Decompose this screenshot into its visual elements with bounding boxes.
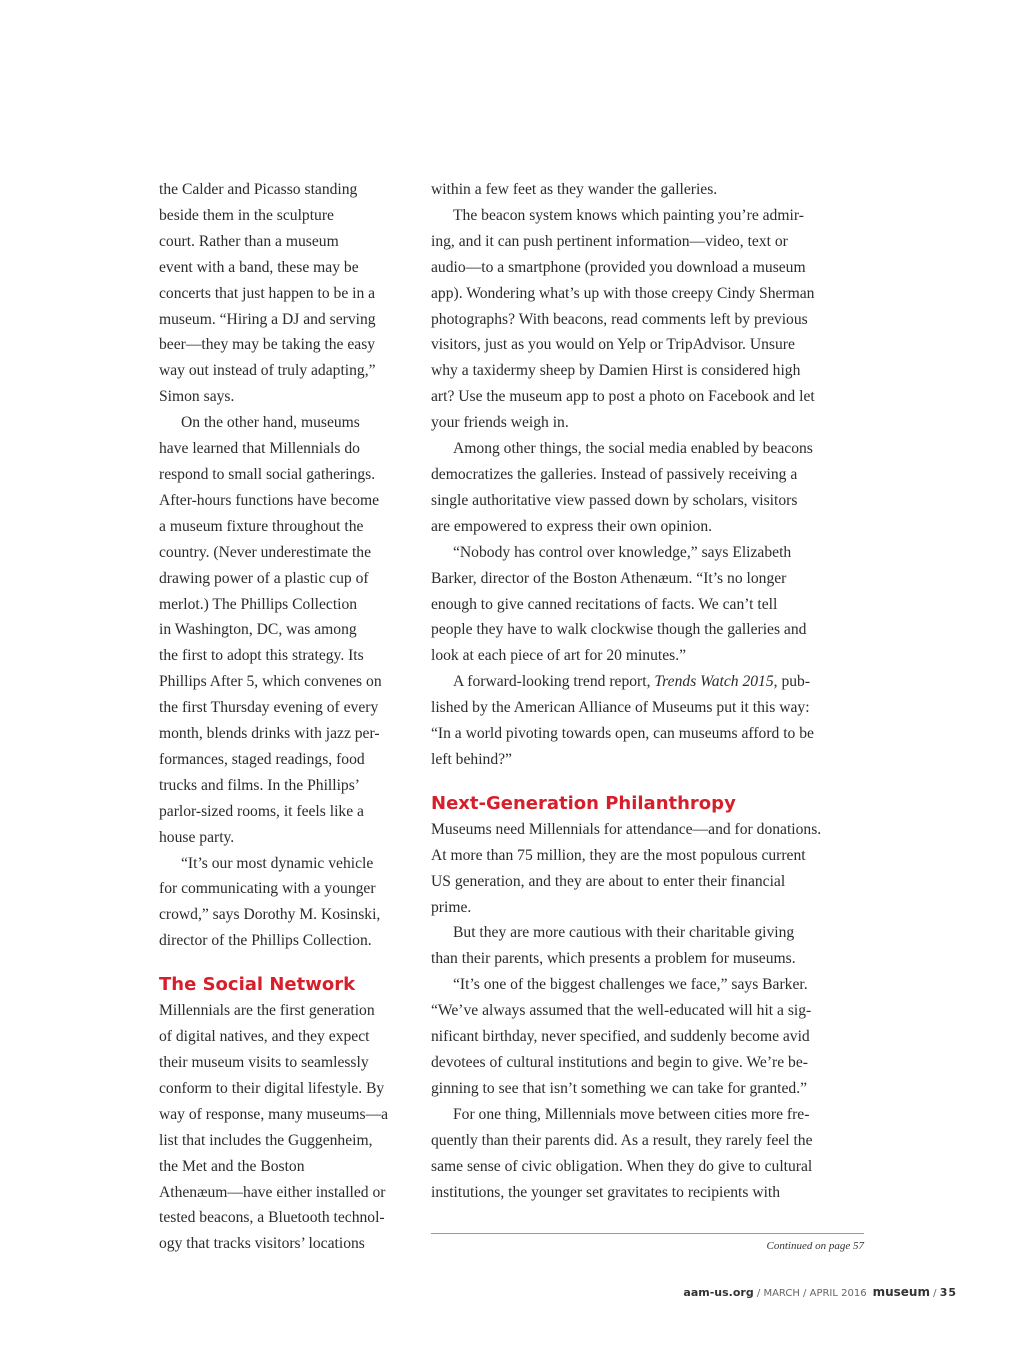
text-line: court. Rather than a museum bbox=[159, 232, 339, 250]
text-line: way of response, many museums—a bbox=[159, 1105, 389, 1123]
text-line: merlot.) The Phillips Collection bbox=[159, 595, 358, 613]
text-line: look at each piece of art for 20 minutes.” bbox=[431, 647, 687, 665]
website-url: aam-us.org bbox=[683, 1286, 754, 1299]
paragraph bbox=[431, 540, 871, 670]
text-line: are empowered to express their own opinion. bbox=[431, 517, 713, 535]
page-number: 35 bbox=[939, 1286, 957, 1299]
text-line: institutions, the younger set gravitates to recipients with bbox=[431, 1183, 781, 1201]
left-column bbox=[159, 177, 421, 1257]
paragraph bbox=[431, 436, 871, 540]
text-line: the first to adopt this strategy. Its bbox=[159, 647, 364, 665]
text-line: list that includes the Guggenheim, bbox=[159, 1131, 373, 1149]
text-line: At more than 75 million, they are the most populous current bbox=[431, 846, 806, 864]
text-line: ing, and it can push pertinent information—video, text or bbox=[431, 232, 788, 250]
text-line: US generation, and they are about to enter their financial bbox=[431, 872, 786, 890]
text-line: the Calder and Picasso standing bbox=[159, 181, 358, 198]
text-line: parlor-sized rooms, it feels like a bbox=[159, 802, 364, 820]
text-line: “It’s our most dynamic vehicle bbox=[181, 854, 374, 872]
right-column bbox=[431, 177, 871, 1205]
text-line: app). Wondering what’s up with those creepy Cindy Sherman bbox=[431, 284, 815, 302]
paragraph bbox=[431, 669, 871, 773]
magazine-name: museum bbox=[872, 1285, 930, 1299]
paragraph bbox=[431, 1102, 871, 1206]
text-line: month, blends drinks with jazz per- bbox=[159, 725, 380, 743]
text-line: “In a world pivoting towards open, can museums afford to be bbox=[431, 725, 814, 743]
text-line: single authoritative view passed down by scholars, visitors bbox=[431, 491, 798, 509]
text-line: “It’s one of the biggest challenges we face,” says Barker. bbox=[453, 976, 808, 994]
text-line: The beacon system knows which painting you’re admir- bbox=[453, 206, 804, 224]
text-line: crowd,” says Dorothy M. Kosinski, bbox=[159, 906, 381, 924]
text-line: the Met and the Boston bbox=[159, 1157, 305, 1175]
text-line: a museum fixture throughout the bbox=[159, 517, 364, 535]
text-line: lished by the American Alliance of Museums put it this way: bbox=[431, 699, 810, 717]
text-line: for communicating with a younger bbox=[159, 880, 376, 898]
text-line: ginning to see that isn’t something we can take for granted.” bbox=[431, 1079, 808, 1097]
text-line: After-hours functions have become bbox=[159, 491, 380, 509]
text-line: Athenæum—have either installed or bbox=[159, 1183, 386, 1201]
text-line: “Nobody has control over knowledge,” says Elizabeth bbox=[453, 543, 792, 561]
text-line: house party. bbox=[159, 828, 235, 846]
paragraph bbox=[159, 410, 421, 850]
text-line: trucks and films. In the Phillips’ bbox=[159, 776, 360, 794]
text-line: Among other things, the social media enabled by beacons bbox=[453, 440, 813, 458]
text-line: art? Use the museum app to post a photo on Facebook and let bbox=[431, 388, 815, 406]
text-line: within a few feet as they wander the galleries. bbox=[431, 181, 718, 198]
text-line: nificant birthday, never specified, and suddenly become avid bbox=[431, 1028, 810, 1046]
text-line: On the other hand, museums bbox=[181, 414, 360, 432]
text-line: Barker, director of the Boston Athenæum. “It’s no longer bbox=[431, 569, 787, 587]
text-line: devotees of cultural institutions and begin to give. We’re be- bbox=[431, 1054, 808, 1071]
text-line: Simon says. bbox=[159, 388, 235, 406]
text-line: But they are more cautious with their charitable giving bbox=[453, 924, 795, 942]
paragraph bbox=[431, 920, 871, 972]
text-line: concerts that just happen to be in a bbox=[159, 284, 376, 302]
text-line: of digital natives, and they expect bbox=[159, 1028, 370, 1046]
continued-note: Continued on page 57 bbox=[766, 1240, 864, 1252]
text-line: visitors, just as you would on Yelp or TripAdvisor. Unsure bbox=[431, 336, 795, 354]
paragraph bbox=[159, 998, 421, 1257]
text-line: respond to small social gatherings. bbox=[159, 465, 376, 483]
paragraph bbox=[431, 177, 871, 203]
text-line: same sense of civic obligation. When they do give to cultural bbox=[431, 1157, 813, 1175]
text-line: people they have to walk clockwise though the galleries and bbox=[431, 621, 807, 639]
text-line: enough to give canned recitations of facts. We can’t tell bbox=[431, 595, 778, 613]
text-line: event with a band, these may be bbox=[159, 258, 359, 276]
text-line: Phillips After 5, which convenes on bbox=[159, 673, 382, 691]
paragraph bbox=[159, 851, 421, 955]
text-line: Museums need Millennials for attendance—and for donations. bbox=[431, 820, 822, 838]
paragraph bbox=[431, 817, 871, 921]
text-line: Millennials are the first generation bbox=[159, 1002, 375, 1020]
text-line: beer—they may be taking the easy bbox=[159, 336, 376, 354]
text-line: country. (Never underestimate the bbox=[159, 543, 372, 561]
paragraph bbox=[159, 177, 421, 410]
text-line: audio—to a smartphone (provided you download a museum bbox=[431, 258, 806, 276]
publication-title: Trends Watch 2015 bbox=[654, 673, 774, 691]
section-heading-social-network: The Social Network bbox=[159, 974, 356, 996]
page-footer: aam-us.org / MARCH / APRIL 2016 museum / 35 bbox=[683, 1285, 957, 1299]
text-line: prime. bbox=[431, 898, 472, 916]
text-line: quently than their parents did. As a result, they rarely feel the bbox=[431, 1131, 813, 1149]
issue-date: MARCH / APRIL 2016 bbox=[763, 1288, 867, 1299]
text-line: “We’ve always assumed that the well-educated will hit a sig- bbox=[431, 1002, 812, 1020]
text-line: your friends weigh in. bbox=[431, 414, 569, 432]
text-line: drawing power of a plastic cup of bbox=[159, 569, 369, 587]
text-line: way out instead of truly adapting,” bbox=[159, 362, 376, 380]
text-line: than their parents, which presents a problem for museums. bbox=[431, 950, 796, 968]
text-line: formances, staged readings, food bbox=[159, 750, 365, 768]
text-line: have learned that Millennials do bbox=[159, 440, 360, 458]
text-line: conform to their digital lifestyle. By bbox=[159, 1079, 385, 1097]
text-line: A forward-looking trend report, Trends Watch 2015, pub- bbox=[453, 673, 811, 691]
text-line: museum. “Hiring a DJ and serving bbox=[159, 310, 376, 328]
section-heading-philanthropy: Next-Generation Philanthropy bbox=[431, 792, 736, 814]
text-line: the first Thursday evening of every bbox=[159, 699, 379, 717]
text-line: democratizes the galleries. Instead of passively receiving a bbox=[431, 465, 798, 483]
paragraph bbox=[431, 972, 871, 1102]
text-line: their museum visits to seamlessly bbox=[159, 1054, 369, 1071]
text-line: photographs? With beacons, read comments left by previous bbox=[431, 310, 808, 328]
text-line: ogy that tracks visitors’ locations bbox=[159, 1235, 365, 1253]
text-line: tested beacons, a Bluetooth technol- bbox=[159, 1209, 385, 1227]
text-line: in Washington, DC, was among bbox=[159, 621, 357, 639]
paragraph bbox=[431, 203, 871, 436]
text-line: For one thing, Millennials move between cities more fre- bbox=[453, 1105, 810, 1123]
text-line: left behind?” bbox=[431, 750, 512, 768]
divider bbox=[431, 1233, 864, 1234]
text-line: why a taxidermy sheep by Damien Hirst is considered high bbox=[431, 362, 801, 380]
text-line: director of the Phillips Collection. bbox=[159, 932, 372, 950]
text-line: beside them in the sculpture bbox=[159, 206, 334, 224]
